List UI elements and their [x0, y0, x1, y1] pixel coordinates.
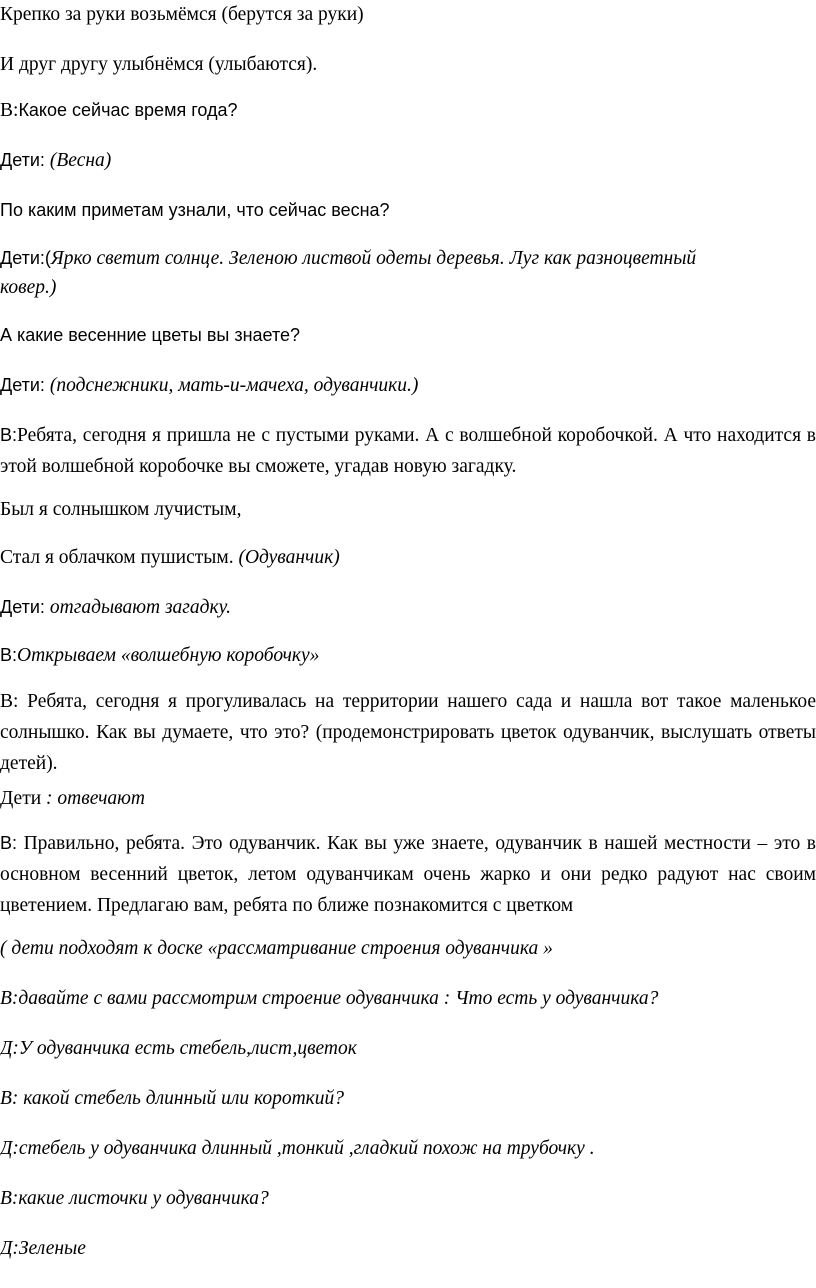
- answer-text-continued: ковер.): [0, 277, 57, 298]
- paragraph-text: Ребята, сегодня я пришла не с пустыми руками. А с волшебной коробочкой. А что находится в этой волшебной коробочке вы сможете, угадав новую загадку.: [0, 425, 816, 477]
- poem-line-1: Крепко за руки возьмёмся (берутся за руки): [0, 4, 364, 25]
- text-line: [0, 936, 553, 961]
- question-text: А какие весенние цветы вы знаете?: [0, 325, 301, 345]
- answer-text: отгадывают загадку.: [49, 597, 231, 618]
- instruction-text: Открываем «волшебную коробочку»: [17, 645, 320, 666]
- text-line: [0, 497, 241, 522]
- text-line: [0, 198, 390, 223]
- text-line: [0, 595, 231, 620]
- riddle-answer: (Одуванчик): [238, 547, 340, 568]
- speaker-label: Дети:: [0, 150, 50, 170]
- answer-text: (Весна): [49, 150, 112, 171]
- riddle-line-1: Был я солнышком лучистым,: [0, 499, 242, 520]
- paragraph: [0, 686, 816, 779]
- speaker-label: Дети: [0, 788, 47, 809]
- speaker-label: В:: [0, 833, 18, 853]
- riddle-line-2: Стал я облачком пушистым.: [0, 547, 239, 568]
- question-text: По каким приметам узнали, что сейчас весна?: [0, 200, 390, 220]
- text-line: [0, 323, 300, 348]
- answer-text: : отвечают: [46, 788, 145, 809]
- text-line: [0, 98, 238, 123]
- paragraph-text: В: Ребята, сегодня я прогуливалась на территории нашего сада и нашла вот такое маленькое солнышко. Как вы думаете, что это? (продемонстрировать цветок одуванчик, выслушать ответы детей).: [0, 691, 816, 774]
- dialogue-line: Д:У одуванчика есть стебель,лист,цветок: [0, 1038, 357, 1059]
- speaker-label: В:: [0, 425, 18, 445]
- answer-text: Ярко светит солнце. Зеленою листвой одеты деревья. Луг как разноцветный: [50, 248, 697, 269]
- text-line: [0, 643, 319, 668]
- question-text: Какое сейчас время года?: [18, 100, 238, 120]
- speaker-label: Дети:: [0, 597, 50, 617]
- paragraph: [0, 420, 816, 482]
- dialogue-line: В:давайте с вами рассмотрим строение одуванчика : Что есть у одуванчика?: [0, 988, 659, 1009]
- text-line: [0, 1086, 344, 1111]
- paragraph: [0, 828, 816, 921]
- speaker-label: В:: [0, 645, 18, 665]
- text-line: [0, 373, 418, 398]
- paragraph-text: Правильно, ребята. Это одуванчик. Как вы уже знаете, одуванчик в нашей местности – это в основном весенний цветок, летом одуванчикам очень жарко и они редко радуют нас своим цветением. Предлагаю вам, ребята по ближе познакомится с цветком: [0, 833, 816, 916]
- dialogue-line: Д:стебель у одуванчика длинный ,тонкий ,гладкий похож на трубочку .: [0, 1138, 595, 1159]
- answer-text: (подснежники, мать-и-мачеха, одуванчики.): [49, 375, 419, 396]
- speaker-label: Дети:: [0, 375, 50, 395]
- dialogue-line: В:какие листочки у одуванчика?: [0, 1188, 269, 1209]
- speaker-label: В:: [0, 100, 19, 121]
- text-line: [0, 1186, 269, 1211]
- text-line: [0, 1236, 86, 1261]
- text-line: [0, 246, 696, 271]
- dialogue-line: В: какой стебель длинный или короткий?: [0, 1088, 345, 1109]
- text-line: [0, 1136, 595, 1161]
- text-line: [0, 1036, 357, 1061]
- text-line: [0, 786, 145, 811]
- text-line: [0, 545, 340, 570]
- text-line: [0, 986, 658, 1011]
- text-line: [0, 148, 111, 173]
- text-line: [0, 275, 56, 300]
- speaker-label: Дети:(: [0, 248, 51, 268]
- stage-direction: ( дети подходят к доске «рассматривание строения одуванчика »: [0, 938, 553, 959]
- text-line: [0, 52, 317, 77]
- dialogue-line: Д:Зеленые: [0, 1238, 86, 1259]
- text-line: [0, 2, 364, 27]
- poem-line-2: И друг другу улыбнёмся (улыбаются).: [0, 54, 318, 75]
